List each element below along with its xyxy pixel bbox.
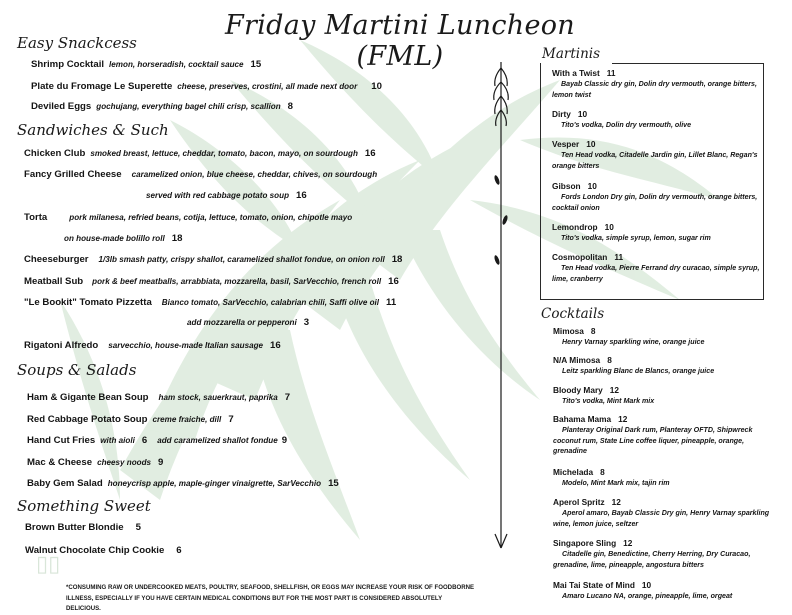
drink-name: Bloody Mary	[553, 385, 603, 395]
item-price: 7	[228, 414, 234, 425]
drink-item	[552, 222, 772, 244]
menu-item	[27, 391, 290, 404]
drink-desc: Tito's vodka, Mint Mark mix	[562, 397, 655, 405]
menu-item	[27, 413, 234, 426]
item-name: Deviled Eggs	[31, 101, 92, 112]
item-name: Torta	[24, 212, 48, 223]
item-desc: on house-made bolillo roll	[64, 234, 165, 243]
drink-price: 12	[623, 538, 633, 548]
drink-item	[553, 385, 773, 407]
item-desc: add mozzarella or pepperoni	[187, 318, 297, 327]
item-continuation	[64, 233, 182, 245]
menu-item	[24, 253, 402, 266]
item-name: "Le Bookit" Tomato Pizzetta	[24, 297, 152, 308]
menu-item	[27, 477, 339, 490]
item-name: Brown Butter Blondie	[25, 522, 124, 533]
drink-price: 10	[577, 109, 588, 119]
item-continuation	[146, 190, 307, 202]
item-addon: add caramelized shallot fondue	[157, 436, 278, 445]
logo-watermark-icon: ▯▯	[36, 552, 61, 577]
item-price: 18	[391, 254, 403, 265]
drink-item	[552, 109, 772, 131]
drink-price: 8	[600, 467, 605, 477]
item-price: 3	[303, 317, 310, 328]
menu-title: Friday Martini Luncheon (FML)	[225, 10, 575, 72]
section-heading-something-sweet: Something Sweet	[17, 497, 151, 515]
menu-item	[24, 147, 376, 160]
drink-desc: Fords London Dry gin, Dolin dry vermouth, orange bitters, cocktail onion	[552, 193, 758, 212]
section-heading-sandwiches: Sandwiches & Such	[17, 121, 169, 139]
item-name: Hand Cut Fries	[27, 435, 96, 446]
item-desc: served with red cabbage potato soup	[146, 191, 290, 200]
drink-desc: Bayab Classic dry gin, Dolin dry vermouth, orange bitters, lemon twist	[552, 80, 757, 99]
item-price: 9	[158, 457, 164, 468]
section-heading-cocktails: Cocktails	[541, 306, 605, 322]
item-desc: caramelized onion, blue cheese, cheddar, chives, on sourdough	[131, 170, 378, 179]
drink-price: 12	[618, 414, 628, 424]
item-continuation	[187, 317, 309, 329]
disclaimer-line: ILLNESS, ESPECIALLY IF YOU HAVE CERTAIN MEDICAL CONDITIONS BUT FOR THE MOST PART IS CONSIDERED ABSOLUTELY DELICIOUS.	[66, 594, 443, 612]
drink-price: 10	[586, 139, 596, 149]
menu-item	[24, 168, 377, 181]
item-name: Ham & Gigante Bean Soup	[27, 392, 149, 403]
drink-name: Vesper	[552, 139, 580, 149]
drink-desc: Ten Head vodka, Pierre Ferrand dry curacao, simple syrup, lime, cranberry	[552, 264, 760, 283]
item-price: 5	[135, 522, 141, 533]
item-addon-price: 9	[281, 435, 288, 446]
drink-name: Lemondrop	[552, 222, 598, 232]
drink-desc: Modelo, Mint Mark mix, tajin rim	[562, 479, 670, 487]
item-desc: cheese, preserves, crostini, all made next door	[177, 82, 358, 91]
drink-item	[552, 181, 772, 213]
drink-name: N/A Mimosa	[553, 355, 601, 365]
drink-name: Dirty	[552, 109, 571, 119]
drink-desc: Aperol amaro, Bayab Classic Dry gin, Henry Varnay sparkling wine, lemon juice, seltzer	[553, 509, 770, 528]
drink-item	[553, 538, 773, 570]
item-name: Meatball Sub	[24, 276, 84, 287]
item-name: Plate du Fromage Le Superette	[31, 81, 173, 92]
menu-item	[31, 100, 293, 113]
drink-name: Cosmopolitan	[552, 252, 608, 262]
drink-item	[552, 252, 772, 284]
drink-desc: Amaro Lucano NA, orange, pineapple, lime, orgeat	[562, 592, 733, 600]
item-desc: pork & beef meatballs, arrabbiata, mozzarella, basil, SarVecchio, french roll	[92, 277, 382, 286]
section-heading-martinis: Martinis	[542, 46, 601, 62]
section-heading-easy-snackcess: Easy Snackcess	[17, 34, 137, 52]
drink-price: 11	[606, 68, 616, 78]
item-price: 11	[386, 297, 397, 308]
drink-price: 8	[607, 355, 612, 365]
item-name: Fancy Grilled Cheese	[24, 169, 122, 180]
drink-item	[552, 139, 772, 171]
drink-price: 10	[604, 222, 614, 232]
item-name: Mac & Cheese	[27, 457, 93, 468]
drink-item	[553, 414, 773, 457]
item-price: 15	[328, 478, 339, 489]
menu-item	[27, 456, 163, 469]
item-name: Chicken Club	[24, 148, 86, 159]
item-desc: 1/3lb smash patty, crispy shallot, caramelized shallot fondue, on onion roll	[98, 255, 385, 264]
item-name: Rigatoni Alfredo	[24, 340, 99, 351]
menu-item	[24, 211, 352, 224]
item-desc: honeycrisp apple, maple-ginger vinaigrette, SarVecchio	[107, 479, 322, 488]
item-price: 16	[364, 148, 376, 159]
item-desc: sarvecchio, house-made Italian sausage	[108, 341, 264, 350]
drink-desc: Henry Varnay sparkling wine, orange juice	[562, 338, 705, 346]
item-desc: creme fraiche, dill	[152, 415, 222, 424]
item-price: 7	[284, 392, 291, 403]
item-desc: smoked breast, lettuce, cheddar, tomato, bacon, mayo, on sourdough	[90, 149, 358, 158]
drink-price: 8	[590, 326, 596, 336]
drink-name: Mai Tai State of Mind	[553, 580, 635, 590]
item-price: 16	[388, 276, 399, 287]
drink-item	[553, 580, 773, 602]
drink-name: Singapore Sling	[553, 538, 617, 548]
drink-price: 10	[641, 580, 652, 590]
menu-item	[24, 275, 399, 288]
item-price: 8	[287, 101, 293, 112]
item-price: 16	[270, 340, 281, 351]
drink-name: Mimosa	[553, 326, 584, 336]
item-name: Cheeseburger	[24, 254, 89, 265]
drink-price: 10	[587, 181, 597, 191]
item-price: 10	[371, 81, 382, 92]
menu-item	[24, 296, 396, 309]
food-safety-disclaimer	[66, 583, 476, 615]
drink-price: 12	[611, 497, 621, 507]
item-price: 6	[176, 545, 182, 556]
drink-desc: Leitz sparkling Blanc de Blancs, orange juice	[562, 367, 715, 375]
item-desc: cheesy noods	[97, 458, 152, 467]
item-price: 16	[296, 190, 307, 201]
item-price: 15	[250, 59, 262, 70]
drink-item	[552, 68, 772, 100]
drink-name: Aperol Spritz	[553, 497, 605, 507]
drink-item	[553, 326, 773, 348]
item-desc: with aioli	[100, 436, 135, 445]
item-desc: Bianco tomato, SarVecchio, calabrian chili, Saffi olive oil	[161, 298, 380, 307]
drink-price: 12	[609, 385, 620, 395]
drink-name: Michelada	[553, 467, 594, 477]
drink-desc: Planteray Original Dark rum, Planteray OFTD, Shipwreck coconut rum, State Line coffee liquer, pineapple, orange, grenadine	[553, 426, 753, 455]
menu-item	[31, 80, 382, 93]
item-desc: pork milanesa, refried beans, cotija, lettuce, tomato, onion, chipotle mayo	[69, 213, 353, 222]
item-name: Shrimp Cocktail	[31, 59, 105, 70]
drink-name: Gibson	[552, 181, 581, 191]
disclaimer-line: *CONSUMING RAW OR UNDERCOOKED MEATS, POULTRY, SEAFOOD, SHELLFISH, OR EGGS MAY INCREASE YOUR RISK OF FOODBORNE	[66, 584, 475, 591]
drink-item	[553, 355, 773, 377]
item-price: 18	[171, 233, 183, 244]
item-name: Baby Gem Salad	[27, 478, 103, 489]
item-desc: lemon, horseradish, cocktail sauce	[109, 60, 244, 69]
section-heading-soups-salads: Soups & Salads	[17, 361, 137, 379]
item-name: Walnut Chocolate Chip Cookie	[25, 545, 165, 556]
drink-name: With a Twist	[552, 68, 600, 78]
drink-price: 11	[614, 252, 624, 262]
item-price: 6	[141, 435, 148, 446]
drink-desc: Tito's vodka, simple syrup, lemon, sugar rim	[561, 234, 711, 242]
drink-item	[553, 497, 773, 529]
drink-desc: Tito's vodka, Dolin dry vermouth, olive	[561, 121, 692, 129]
drink-desc: Ten Head vodka, Citadelle Jardin gin, Lillet Blanc, Regan's orange bitters	[552, 151, 758, 170]
menu-item	[25, 521, 141, 534]
drink-desc: Citadelle gin, Benedictine, Cherry Herring, Dry Curacao, grenadine, lime, pineapple, angostura bitters	[553, 550, 751, 569]
drink-name: Bahama Mama	[553, 414, 612, 424]
menu-item	[27, 434, 287, 447]
drink-item	[553, 467, 773, 489]
item-desc: ham stock, sauerkraut, paprika	[158, 393, 278, 402]
arrow-icon	[486, 60, 516, 560]
menu-item	[24, 339, 281, 352]
item-desc: gochujang, everything bagel chili crisp, scallion	[96, 102, 281, 111]
item-name: Red Cabbage Potato Soup	[27, 414, 148, 425]
